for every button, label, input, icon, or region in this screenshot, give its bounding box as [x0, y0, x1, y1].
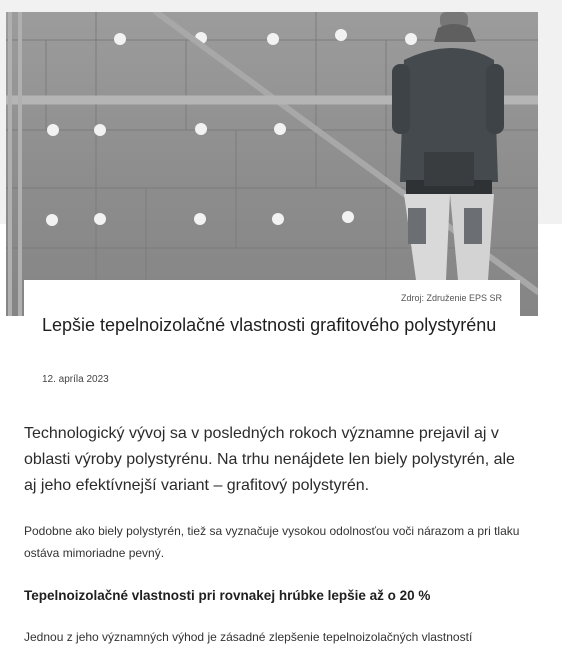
- article-paragraph: Podobne ako biely polystyrén, tiež sa vyznačuje vysokou odolnosťou voči nárazom a pri tlaku ostáva mimoriadne pevný.: [24, 524, 520, 560]
- article-date: 12. apríla 2023: [42, 374, 109, 385]
- article-hero-image: [6, 12, 538, 316]
- image-source: Zdroj: Združenie EPS SR: [400, 293, 502, 303]
- article-subheading: Tepelnoizolačné vlastnosti pri rovnakej hrúbke lepšie až o 20 %: [24, 588, 431, 603]
- article-title: Lepšie tepelnoizolačné vlastnosti grafitového polystyrénu: [42, 315, 497, 335]
- article-lead: Technologický vývoj sa v posledných rokoch významne prejavil aj v oblasti výroby polystyrénu. Na trhu nenájdete len biely polystyrén, ale aj jeho efektívnejší variant – grafitový polystyrén.: [24, 425, 515, 494]
- article-paragraph-partial: Jednou z jeho významných výhod je zásadné zlepšenie tepelnoizolačných vlastností: [24, 630, 473, 644]
- image-caption-card: [24, 280, 520, 316]
